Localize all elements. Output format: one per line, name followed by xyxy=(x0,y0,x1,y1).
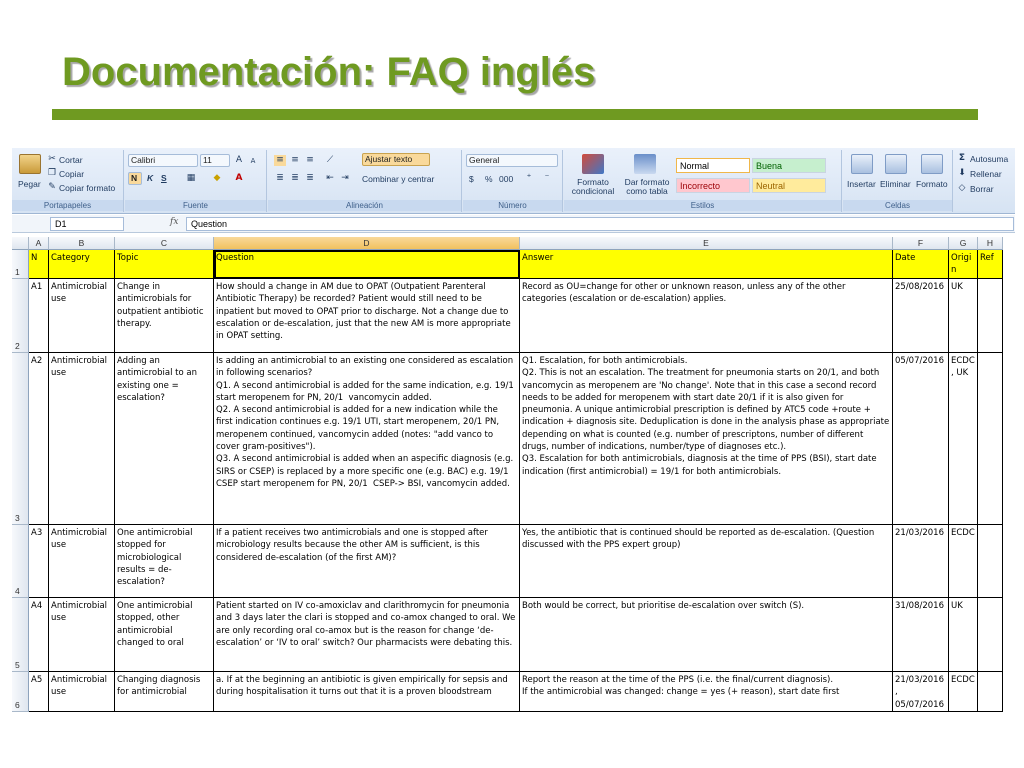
autosum-icon[interactable]: Σ xyxy=(958,153,966,163)
cell-topic[interactable]: Adding an antimicrobial to an existing one = escalation? xyxy=(115,353,214,525)
currency-button[interactable]: $ xyxy=(469,174,474,184)
cell-topic[interactable]: Change in antimicrobials for outpatient antibiotic therapy. xyxy=(115,279,214,353)
clear-button[interactable]: Borrar xyxy=(970,184,994,194)
cell-header-topic[interactable]: Topic xyxy=(115,250,214,279)
decrease-indent-icon[interactable]: ⇤ xyxy=(326,173,334,183)
wrap-text-button[interactable]: Ajustar texto xyxy=(362,153,430,166)
align-middle-icon[interactable]: ≡ xyxy=(291,155,299,165)
align-left-icon[interactable]: ≣ xyxy=(276,173,284,183)
cell-origin[interactable]: UK xyxy=(949,598,978,672)
cell-topic[interactable]: One antimicrobial stopped, other antimicrobial changed to oral xyxy=(115,598,214,672)
row-header[interactable] xyxy=(12,353,29,525)
cell-n[interactable]: A2 xyxy=(29,353,49,525)
cell-date[interactable]: 21/03/2016, 05/07/2016 xyxy=(893,672,949,712)
clipboard-group-label: Portapapeles xyxy=(12,200,123,211)
font-size-select[interactable]: 11 xyxy=(200,154,230,167)
align-bottom-icon[interactable]: ≡ xyxy=(306,155,314,165)
shrink-font-icon[interactable]: A xyxy=(250,157,256,165)
style-good[interactable]: Buena xyxy=(752,158,826,173)
cell-question[interactable]: a. If at the beginning an antibiotic is given empirically for sepsis and during hospitalisation it turns out that it is a proven bloodstream xyxy=(214,672,520,712)
delete-cells-icon[interactable] xyxy=(885,154,907,174)
row-number: 4 xyxy=(15,586,20,596)
cells-group xyxy=(843,150,953,212)
increase-indent-icon[interactable]: ⇥ xyxy=(341,173,349,183)
fill-icon[interactable]: ⬇ xyxy=(958,168,966,178)
italic-button[interactable]: K xyxy=(147,173,154,183)
increase-decimal-icon[interactable]: ⁺ xyxy=(526,173,532,183)
insert-cells-button[interactable]: Insertar xyxy=(847,179,876,189)
paste-button[interactable]: Pegar xyxy=(18,179,41,189)
cell-date[interactable]: 21/03/2016 xyxy=(893,525,949,598)
cell-ref[interactable] xyxy=(978,353,1003,525)
cut-icon[interactable]: ✂ xyxy=(48,154,56,164)
cell-ref[interactable] xyxy=(978,672,1003,712)
percent-button[interactable]: % xyxy=(485,174,493,184)
row-header[interactable] xyxy=(12,672,29,712)
borders-icon[interactable]: ▦ xyxy=(186,173,196,183)
orientation-icon[interactable]: ⟋ xyxy=(326,155,334,165)
format-cells-button[interactable]: Formato xyxy=(916,179,948,189)
cell-question[interactable]: How should a change in AM due to OPAT (Outpatient Parenteral Antibiotic Therapy) be recorded? Patient would still need to be inpatient but moved to OPAT prior to discharge. Not a change due to escalation or de-escalation, just that the new AM is more appropriate in OPAT setting. xyxy=(214,279,520,353)
ribbon xyxy=(12,148,1015,214)
number-group xyxy=(463,150,563,212)
format-painter-button[interactable]: Copiar formato xyxy=(59,183,116,193)
cell-origin[interactable]: ECDC xyxy=(949,525,978,598)
grow-font-icon[interactable]: A xyxy=(235,155,243,165)
formula-input[interactable]: Question xyxy=(186,217,1014,231)
cell-ref[interactable] xyxy=(978,598,1003,672)
cell-header-question[interactable]: Question xyxy=(214,250,520,279)
merge-center-button[interactable]: Combinar y centrar xyxy=(362,174,435,184)
select-all-corner[interactable] xyxy=(12,237,29,250)
fill-color-icon[interactable]: ◆ xyxy=(213,173,221,183)
conditional-format-icon[interactable] xyxy=(582,154,604,174)
cell-origin[interactable]: ECDC xyxy=(949,672,978,712)
underline-button[interactable]: S xyxy=(161,173,167,183)
slide-title: Documentación: FAQ inglés xyxy=(62,50,596,94)
thousands-button[interactable]: 000 xyxy=(499,174,514,184)
cell-answer[interactable]: Both would be correct, but prioritise de-escalation over switch (S). xyxy=(520,598,893,672)
excel-screenshot xyxy=(12,148,1015,710)
fx-icon[interactable]: fx xyxy=(170,217,179,227)
cell-category[interactable]: Antimicrobial use xyxy=(49,525,115,598)
alignment-group xyxy=(268,150,462,212)
bold-button[interactable]: N xyxy=(128,172,142,185)
styles-group-label: Estilos xyxy=(564,200,841,211)
cell-date[interactable]: 05/07/2016 xyxy=(893,353,949,525)
column-header-e[interactable]: E xyxy=(520,237,893,250)
decrease-decimal-icon[interactable]: ⁻ xyxy=(544,173,550,183)
row-number: 5 xyxy=(15,660,20,670)
cell-n[interactable]: A4 xyxy=(29,598,49,672)
copy-button[interactable]: Copiar xyxy=(59,169,85,179)
number-group-label: Número xyxy=(463,200,562,211)
cell-answer[interactable]: Yes, the antibiotic that is continued should be reported as de-escalation. (Question discussed with the PPS expert group) xyxy=(520,525,893,598)
number-format-select[interactable]: General xyxy=(466,154,558,167)
format-as-table-button[interactable]: Dar formato como tabla xyxy=(624,177,670,196)
cell-category[interactable]: Antimicrobial use xyxy=(49,279,115,353)
alignment-group-label: Alineación xyxy=(268,200,461,211)
cell-header-n[interactable]: N xyxy=(29,250,49,279)
cell-date[interactable]: 25/08/2016 xyxy=(893,279,949,353)
style-neutral[interactable]: Neutral xyxy=(752,178,826,193)
clear-icon[interactable]: ◇ xyxy=(958,183,966,193)
row-number: 1 xyxy=(15,267,20,277)
paste-icon[interactable] xyxy=(19,154,41,174)
copy-icon[interactable]: ❐ xyxy=(47,168,57,178)
autosum-button[interactable]: Autosuma xyxy=(970,154,1009,164)
cell-header-category[interactable]: Category xyxy=(49,250,115,279)
row-header[interactable] xyxy=(12,598,29,672)
style-normal[interactable]: Normal xyxy=(676,158,750,173)
cell-answer[interactable]: Record as OU=change for other or unknown reason, unless any of the other categories (escalation or de-escalation) applies. xyxy=(520,279,893,353)
column-header-b[interactable]: B xyxy=(49,237,115,250)
align-top-icon[interactable]: ≡ xyxy=(274,155,286,166)
row-header[interactable] xyxy=(12,279,29,353)
format-painter-icon[interactable]: ✎ xyxy=(48,182,56,192)
cell-date[interactable]: 31/08/2016 xyxy=(893,598,949,672)
cell-topic[interactable]: One antimicrobial stopped for microbiological results = de-escalation? xyxy=(115,525,214,598)
cell-answer[interactable]: Q1. Escalation, for both antimicrobials. Q2. This is not an escalation. The treatment for pneumonia starts on 20/1, and both vancomycin as meropenem are 'No change'. Note that in this case a second record needs to be added for meropenem with start date 20/1 if it is also given for pneumonia. A unique antimicrobial prescription is defined by ATC5 code +route + indication + diagnosis site. Deduplication is done in the analysis phase as appropriate depending on what is counted (e.g. number of prescriptons, number of different drugs, number of indications, number/type of diagnoses etc.). Q3. Escalation for both antimicrobials, diagnosis at the time of PPS (BSI), start date indication (first antimicrobial) = 19/1 for both antimicrobials. xyxy=(520,353,893,525)
cell-question[interactable]: If a patient receives two antimicrobials and one is stopped after microbiology results because the other AM is sufficient, is this considered de-escalation (of the first AM)? xyxy=(214,525,520,598)
format-as-table-icon[interactable] xyxy=(634,154,656,174)
cell-n[interactable]: A5 xyxy=(29,672,49,712)
cell-n[interactable]: A3 xyxy=(29,525,49,598)
row-number: 2 xyxy=(15,341,20,351)
cell-header-date[interactable]: Date xyxy=(893,250,949,279)
align-right-icon[interactable]: ≣ xyxy=(306,173,314,183)
column-header-d[interactable]: D xyxy=(214,237,520,250)
insert-cells-icon[interactable] xyxy=(851,154,873,174)
cell-category[interactable]: Antimicrobial use xyxy=(49,672,115,712)
cell-question[interactable]: Patient started on IV co-amoxiclav and clarithromycin for pneumonia and 3 days later the clari is stopped and co-amox changed to oral. We are only recording oral co-amox but is the reason for change ‘de-escalation’ or ‘IV to oral’ switch? Our pharmacists were debating this. xyxy=(214,598,520,672)
column-header-a[interactable]: A xyxy=(29,237,49,250)
cell-question[interactable]: Is adding an antimicrobial to an existing one considered as escalation in following scenarios? Q1. A second antimicrobial is added for the same indication, e.g. 19/1 start meropenem for PN, 20/1 vancomycin added. Q2. A second antimicrobial is added for a new indication while the first indication continues e.g. 19/1 UTI, start meropenem, 20/1 PN, meropenem continued, vancomycin added (notes: "add vanco to cover gram-positives"). Q3. A second antimicrobial is added when an aspecific diagnosis (e.g. SIRS or CSEP) is replaced by a more specific one (e.g. BAC) e.g. 19/1 CSEP start meropenem for PN, 20/1 CSEP-> BSI, vancomycin added. xyxy=(214,353,520,525)
row-number: 6 xyxy=(15,700,20,710)
cell-ref[interactable] xyxy=(978,279,1003,353)
cell-origin[interactable]: UK xyxy=(949,279,978,353)
name-box[interactable]: D1 xyxy=(50,217,124,231)
cell-origin[interactable]: ECDC, UK xyxy=(949,353,978,525)
cells-group-label: Celdas xyxy=(843,200,952,211)
format-cells-icon[interactable] xyxy=(921,154,943,174)
editing-group xyxy=(954,150,1015,212)
row-header[interactable] xyxy=(12,250,29,279)
column-header-h[interactable]: H xyxy=(978,237,1003,250)
column-header-c[interactable]: C xyxy=(115,237,214,250)
cell-category[interactable]: Antimicrobial use xyxy=(49,598,115,672)
font-name-select[interactable]: Calibri xyxy=(128,154,198,167)
column-header-f[interactable]: F xyxy=(893,237,949,250)
cell-answer[interactable]: Report the reason at the time of the PPS (i.e. the final/current diagnosis). If the antimicrobial was changed: change = yes (+ reason), start date first xyxy=(520,672,893,712)
font-group xyxy=(125,150,267,212)
cell-ref[interactable] xyxy=(978,525,1003,598)
font-group-label: Fuente xyxy=(125,200,266,211)
fill-button[interactable]: Rellenar xyxy=(970,169,1002,179)
cell-category[interactable]: Antimicrobial use xyxy=(49,353,115,525)
conditional-format-button[interactable]: Formato condicional xyxy=(571,177,615,196)
cell-header-ref[interactable]: Ref xyxy=(978,250,1003,279)
styles-group xyxy=(564,150,842,212)
cell-topic[interactable]: Changing diagnosis for antimicrobial xyxy=(115,672,214,712)
align-center-icon[interactable]: ≣ xyxy=(291,173,299,183)
delete-cells-button[interactable]: Eliminar xyxy=(880,179,911,189)
cell-header-answer[interactable]: Answer xyxy=(520,250,893,279)
font-color-icon[interactable]: A xyxy=(235,173,243,183)
cell-n[interactable]: A1 xyxy=(29,279,49,353)
cut-button[interactable]: Cortar xyxy=(59,155,83,165)
row-number: 3 xyxy=(15,513,20,523)
title-rule xyxy=(52,109,978,120)
style-bad[interactable]: Incorrecto xyxy=(676,178,750,193)
formula-bar xyxy=(12,215,1015,233)
column-header-g[interactable]: G xyxy=(949,237,978,250)
cell-header-origin[interactable]: Origin xyxy=(949,250,978,279)
row-header[interactable] xyxy=(12,525,29,598)
clipboard-group xyxy=(12,150,124,212)
